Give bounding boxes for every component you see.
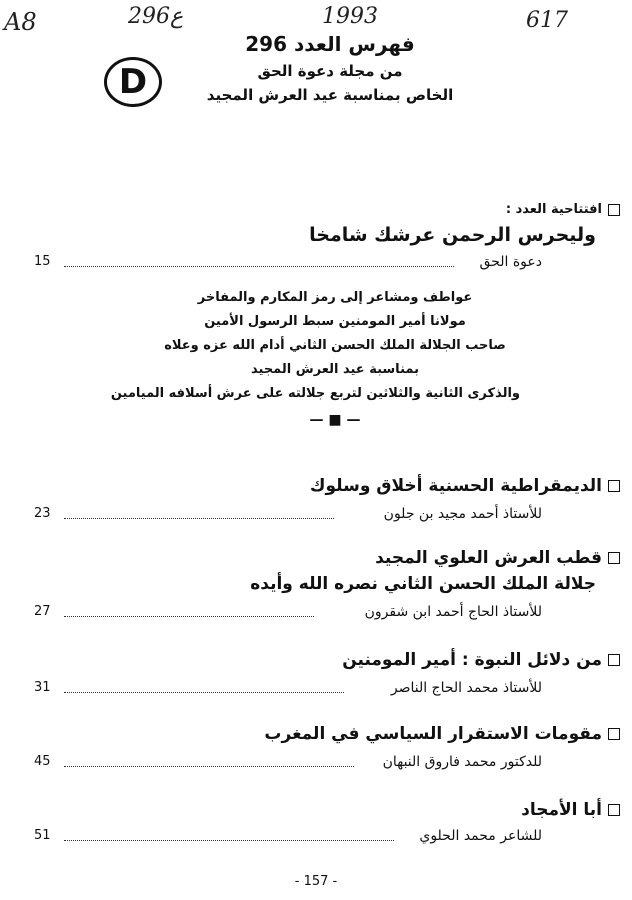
margin-note-right: 617 — [526, 8, 568, 33]
checkbox-icon — [608, 204, 620, 216]
page-number: 45 — [34, 754, 51, 769]
poem-line: عواطف ومشاعر إلى رمز المكارم والمفاخر — [197, 290, 473, 305]
author: للدكتور محمد فاروق النبهان — [382, 754, 542, 770]
opening-title: وليحرس الرحمن عرشك شامخا — [309, 224, 596, 246]
margin-note-left: A8 — [4, 8, 37, 36]
author: للأستاذ أحمد مجيد بن جلون — [383, 506, 542, 522]
logo-badge-letter: D — [118, 62, 148, 102]
article-title-text: قطب العرش العلوي المجيد — [375, 548, 602, 568]
author: للشاعر محمد الحلوي — [419, 828, 542, 844]
author: للأستاذ محمد الحاج الناصر — [390, 680, 542, 696]
page-number: 51 — [34, 828, 51, 843]
poem-line: بمناسبة عيد العرش المجيد — [251, 362, 419, 377]
checkbox-icon — [608, 552, 620, 564]
author: دعوة الحق — [479, 254, 542, 270]
leader-dots — [64, 266, 454, 267]
page-footer-number: - 157 - — [294, 874, 338, 889]
author: للأستاذ الحاج أحمد ابن شقرون — [364, 604, 542, 620]
article-title — [521, 800, 620, 820]
page-number: 15 — [34, 254, 51, 269]
header-line-3: الخاص بمناسبة عيد العرش المجيد — [206, 86, 454, 104]
margin-note-code: 296ع — [128, 4, 184, 29]
opening-label-text: افتتاحية العدد : — [505, 202, 602, 217]
article-entry — [34, 604, 542, 624]
checkbox-icon — [608, 480, 620, 492]
poem-line: مولانا أمير المومنين سبط الرسول الأمين — [204, 314, 466, 329]
logo-badge — [104, 57, 162, 107]
checkbox-icon — [608, 804, 620, 816]
checkbox-icon — [608, 654, 620, 666]
article-title-text: أبا الأمجاد — [521, 800, 602, 820]
leader-dots — [64, 766, 354, 767]
article-title-text: مقومات الاستقرار السياسي في المغرب — [264, 724, 602, 744]
article-title — [264, 724, 620, 744]
poem-line: صاحب الجلالة الملك الحسن الثاني أدام الله عزه وعلاه — [164, 338, 506, 353]
checkbox-icon — [608, 728, 620, 740]
article-entry — [34, 506, 542, 526]
separator: — ■ — — [309, 412, 361, 428]
article-title — [375, 548, 620, 568]
article-entry — [34, 754, 542, 774]
leader-dots — [64, 840, 394, 841]
leader-dots — [64, 692, 344, 693]
article-title-text: الديمقراطية الحسنية أخلاق وسلوك — [309, 476, 602, 496]
opening-label — [506, 202, 620, 217]
margin-note-year: 1993 — [322, 4, 378, 29]
page-number: 31 — [34, 680, 51, 695]
header-line-2: من مجلة دعوة الحق — [257, 62, 403, 80]
article-title-text: من دلائل النبوة : أمير المومنين — [342, 650, 602, 670]
article-title — [310, 476, 620, 496]
page-number: 27 — [34, 604, 51, 619]
leader-dots — [64, 616, 314, 617]
page-title: فهرس العدد 296 — [245, 32, 415, 56]
article-subtitle: جلالة الملك الحسن الثاني نصره الله وأيده — [250, 574, 596, 594]
article-entry — [34, 828, 542, 848]
opening-entry — [34, 254, 542, 274]
article-title — [342, 650, 620, 670]
leader-dots — [64, 518, 334, 519]
article-entry — [34, 680, 542, 700]
poem-line: والذكرى الثانية والثلاثين لتربع جلالته على عرش أسلافه الميامين — [110, 386, 520, 401]
page-number: 23 — [34, 506, 51, 521]
